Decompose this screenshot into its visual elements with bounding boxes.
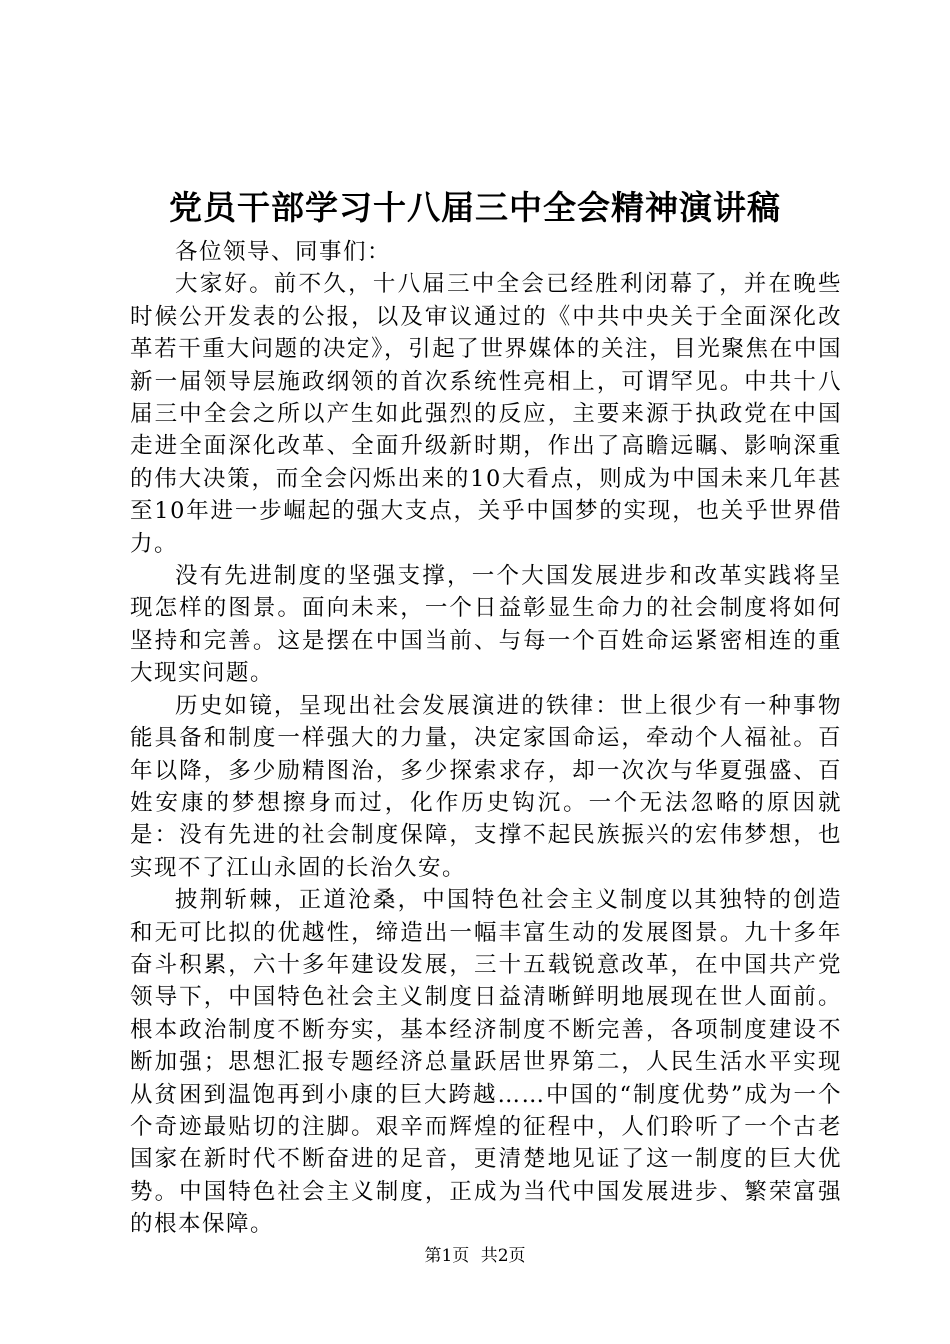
paragraph-2: 没有先进制度的坚强支撑，一个大国发展进步和改革实践将呈现怎样的图景。面向未来，一个日益彰显生命力的社会制度将如何坚持和完善。这是摆在中国当前、与每一个百姓命运紧密相连的重大现实问题。 bbox=[130, 563, 842, 687]
page-footer bbox=[0, 1245, 950, 1267]
paragraph-4: 披荆斩棘，正道沧桑，中国特色社会主义制度以其独特的创造和无可比拟的优越性，缔造出一幅丰富生动的发展图景。九十多年奋斗积累，六十多年建设发展，三十五载锐意改革，在中国共产党领导下，中国特色社会主义制度日益清晰鲜明地展现在世人面前。根本政治制度不断夯实，基本经济制度不断完善，各项制度建设不断加强；思想汇报专题经济总量跃居世界第二，人民生活水平实现从贫困到温饱再到小康的巨大跨越……中国的“制度优势”成为一个个奇迹最贴切的注脚。艰辛而辉煌的征程中，人们聆听了一个古老国家在新时代不断奋进的足音，更清楚地见证了这一制度的巨大优势。中国特色社会主义制度，正成为当代中国发展进步、繁荣富强的根本保障。 bbox=[130, 887, 842, 1238]
page-number-current: 第1页 bbox=[424, 1246, 470, 1266]
paragraph-1: 大家好。前不久，十八届三中全会已经胜利闭幕了，并在晚些时候公开发表的公报，以及审议通过的《中共中央关于全面深化改革若干重大问题的决定》，引起了世界媒体的关注，目光聚焦在中国新一届领导层施政纲领的首次系统性亮相上，可谓罕见。中共十八届三中全会之所以产生如此强烈的反应，主要来源于执政党在中国走进全面深化改革、全面升级新时期，作出了高瞻远瞩、影响深重的伟大决策，而全会闪烁出来的10大看点，则成为中国未来几年甚至10年进一步崛起的强大支点，关乎中国梦的实现，也关乎世界借力。 bbox=[130, 271, 842, 557]
paragraph-3: 历史如镜，呈现出社会发展演进的铁律：世上很少有一种事物能具备和制度一样强大的力量，决定家国命运，牵动个人福祉。百年以降，多少励精图治，多少探索求存，却一次次与华夏强盛、百姓安康的梦想擦身而过，化作历史钩沉。一个无法忽略的原因就是：没有先进的社会制度保障，支撑不起民族振兴的宏伟梦想，也实现不了江山永固的长治久安。 bbox=[130, 692, 842, 881]
salutation: 各位领导、同事们： bbox=[175, 239, 392, 265]
page-title: 党员干部学习十八届三中全会精神演讲稿 bbox=[169, 188, 781, 227]
document-body bbox=[130, 236, 842, 1241]
page-number-total: 共2页 bbox=[480, 1246, 526, 1266]
